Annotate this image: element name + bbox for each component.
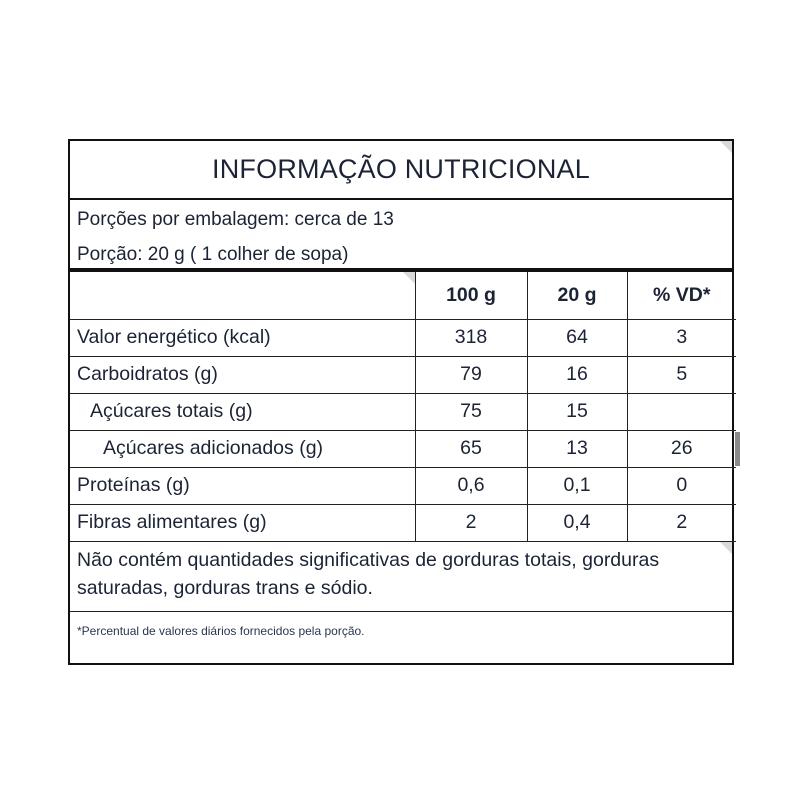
serving-size: Porção: 20 g ( 1 colher de sopa) bbox=[77, 244, 349, 265]
header-per-serving: 20 g bbox=[527, 272, 627, 319]
edge-mark-decoration bbox=[735, 432, 740, 466]
header-daily-value: % VD* bbox=[627, 272, 736, 319]
nutrient-name: Valor energético (kcal) bbox=[70, 319, 415, 356]
value-per-serving: 0,4 bbox=[527, 504, 627, 541]
corner-fold-decoration bbox=[720, 542, 732, 554]
table-header-row bbox=[70, 272, 736, 319]
value-per-serving: 13 bbox=[527, 430, 627, 467]
value-per-serving: 15 bbox=[527, 393, 627, 430]
value-daily-percent bbox=[627, 393, 736, 430]
footnote-text: *Percentual de valores diários fornecidos pela porção. bbox=[77, 623, 365, 638]
value-per-serving: 0,1 bbox=[527, 467, 627, 504]
not-significant-note bbox=[70, 542, 732, 612]
nutrient-name: Proteínas (g) bbox=[70, 467, 415, 504]
servings-per-package: Porções por embalagem: cerca de 13 bbox=[77, 209, 394, 230]
table-row bbox=[70, 430, 736, 467]
value-per-100g: 75 bbox=[415, 393, 527, 430]
title-text: INFORMAÇÃO NUTRICIONAL bbox=[212, 154, 590, 184]
value-daily-percent: 0 bbox=[627, 467, 736, 504]
corner-fold-decoration bbox=[403, 272, 415, 284]
value-daily-percent: 2 bbox=[627, 504, 736, 541]
nutrient-name: Açúcares adicionados (g) bbox=[70, 430, 415, 467]
table-row bbox=[70, 467, 736, 504]
table-row bbox=[70, 393, 736, 430]
footnote bbox=[70, 612, 732, 650]
value-per-100g: 2 bbox=[415, 504, 527, 541]
serving-info bbox=[70, 200, 732, 272]
value-per-100g: 79 bbox=[415, 356, 527, 393]
value-daily-percent: 26 bbox=[627, 430, 736, 467]
value-per-100g: 0,6 bbox=[415, 467, 527, 504]
value-daily-percent: 5 bbox=[627, 356, 736, 393]
value-per-100g: 65 bbox=[415, 430, 527, 467]
header-per-100g: 100 g bbox=[415, 272, 527, 319]
nutrition-facts-label bbox=[68, 139, 734, 665]
value-daily-percent: 3 bbox=[627, 319, 736, 356]
table-row bbox=[70, 356, 736, 393]
nutrient-name: Fibras alimentares (g) bbox=[70, 504, 415, 541]
nutrient-name: Carboidratos (g) bbox=[70, 356, 415, 393]
table-row bbox=[70, 504, 736, 541]
note-text: Não contém quantidades significativas de gorduras totais, gorduras saturadas, gorduras trans e sódio. bbox=[77, 548, 660, 599]
nutrient-table bbox=[70, 272, 736, 542]
value-per-100g: 318 bbox=[415, 319, 527, 356]
label-title bbox=[70, 141, 732, 200]
nutrient-name: Açúcares totais (g) bbox=[70, 393, 415, 430]
table-row bbox=[70, 319, 736, 356]
value-per-serving: 16 bbox=[527, 356, 627, 393]
corner-fold-decoration bbox=[720, 141, 732, 153]
header-empty bbox=[70, 272, 415, 319]
value-per-serving: 64 bbox=[527, 319, 627, 356]
